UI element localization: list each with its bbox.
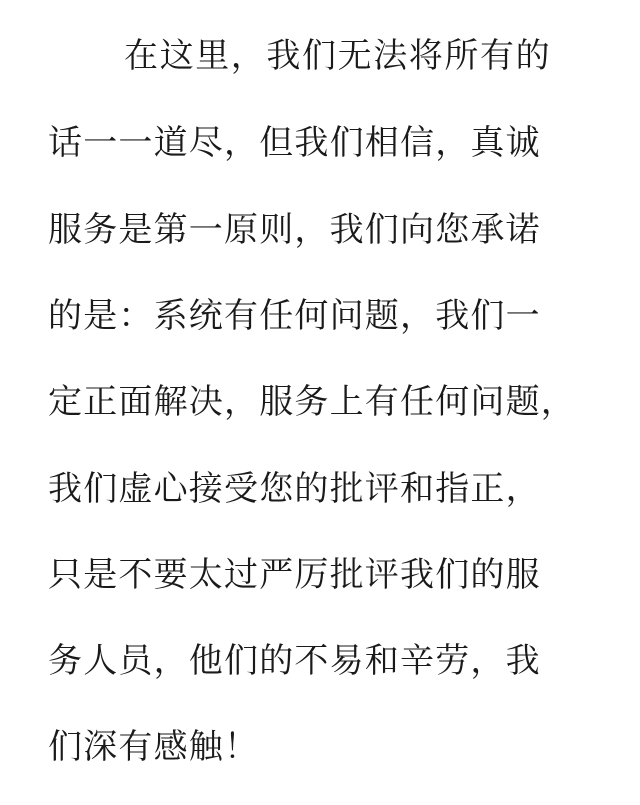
text-line-4: 的是：系统有任何问题，我们一 [48, 296, 541, 336]
text-line-1: 在这里，我们无法将所有的 [124, 36, 552, 76]
text-line-8: 务人员，他们的不易和辛劳，我 [48, 641, 541, 681]
text-line-7: 只是不要太过严厉批评我们的服 [48, 555, 541, 595]
text-line-2: 话一一道尽，但我们相信，真诚 [48, 123, 541, 163]
text-line-5: 定正面解决，服务上有任何问题， [48, 382, 576, 422]
text-line-3: 服务是第一原则，我们向您承诺 [48, 210, 541, 250]
text-line-9: 们深有感触！ [48, 727, 260, 767]
text-line-6: 我们虚心接受您的批评和指正， [48, 469, 541, 509]
